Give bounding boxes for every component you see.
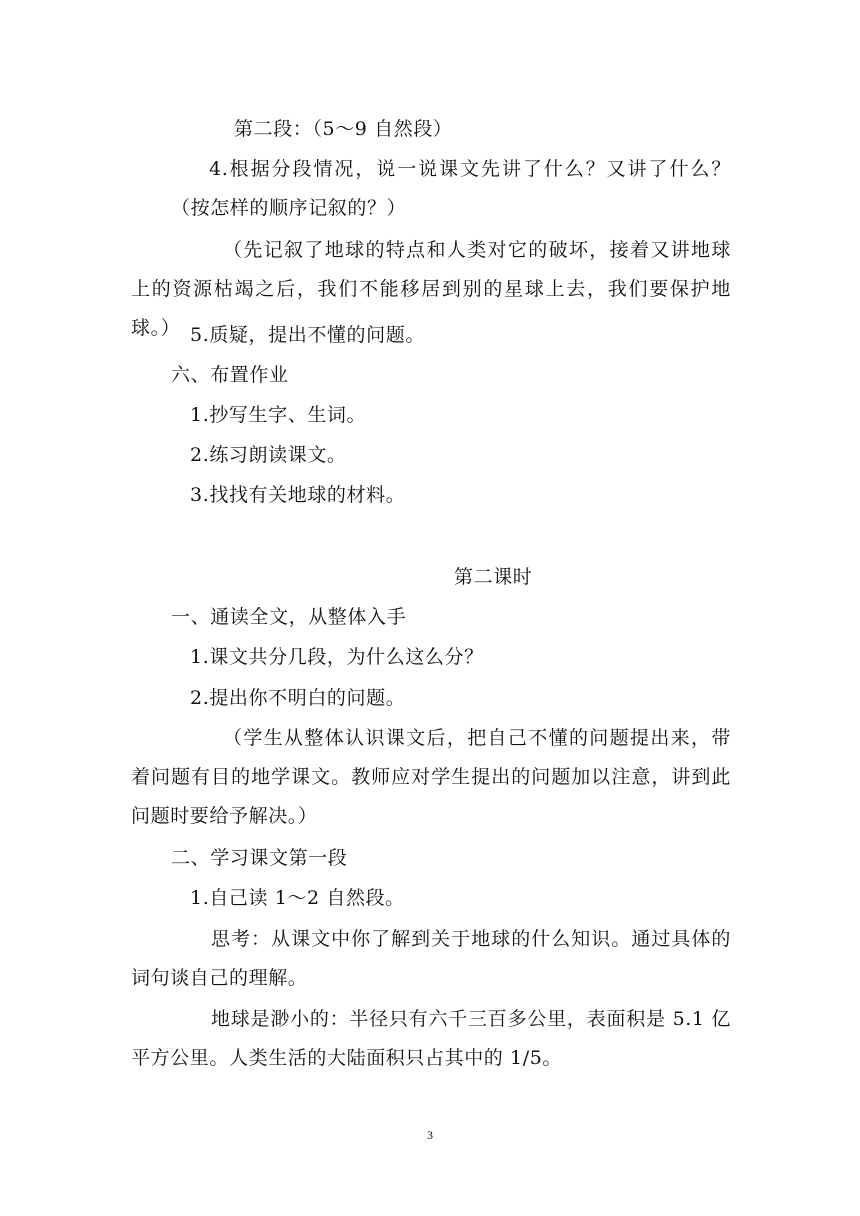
part-1-item-1: 1.课文共分几段，为什么这么分？ bbox=[190, 646, 484, 668]
think-paragraph: 思考：从课文中你了解到关于地球的什么知识。通过具体的词句谈自己的理解。 bbox=[131, 928, 731, 989]
part-1-item-2: 2.提出你不明白的问题。 bbox=[190, 687, 406, 709]
homework-item-3: 3.找找有关地球的材料。 bbox=[190, 484, 406, 506]
part-1-heading: 一、通读全文，从整体入手 bbox=[171, 606, 407, 628]
earth-paragraph: 地球是渺小的：半径只有六千三百多公里，表面积是 5.1 亿平方公里。人类生活的大陆面积只占其中的 1/5。 bbox=[131, 1008, 731, 1069]
page-number: 3 bbox=[427, 1128, 433, 1142]
homework-item-2: 2.练习朗读课文。 bbox=[190, 444, 347, 466]
lesson-2-title: 第二课时 bbox=[454, 566, 533, 588]
question-4: 4.根据分段情况，说一说课文先讲了什么？又讲了什么？（按怎样的顺序记叙的？） bbox=[171, 158, 731, 219]
part-1-note: （学生从整体认识课文后，把自己不懂的问题提出来，带着问题有目的地学课文。教师应对学生提出的问题加以注意，讲到此问题时要给予解决。） bbox=[131, 727, 731, 827]
answer-4: （先记叙了地球的特点和人类对它的破坏，接着又讲地球上的资源枯竭之后，我们不能移居到别的星球上去，我们要保护地球。） bbox=[131, 239, 731, 339]
segment-two-line: 第二段：（5～9 自然段） bbox=[234, 118, 453, 140]
homework-item-1: 1.抄写生字、生词。 bbox=[190, 404, 367, 426]
part-2-heading: 二、学习课文第一段 bbox=[171, 847, 348, 869]
question-5: 5.质疑，提出不懂的问题。 bbox=[190, 324, 425, 346]
homework-heading: 六、布置作业 bbox=[171, 364, 289, 386]
part-2-item-1: 1.自己读 1～2 自然段。 bbox=[190, 887, 405, 909]
